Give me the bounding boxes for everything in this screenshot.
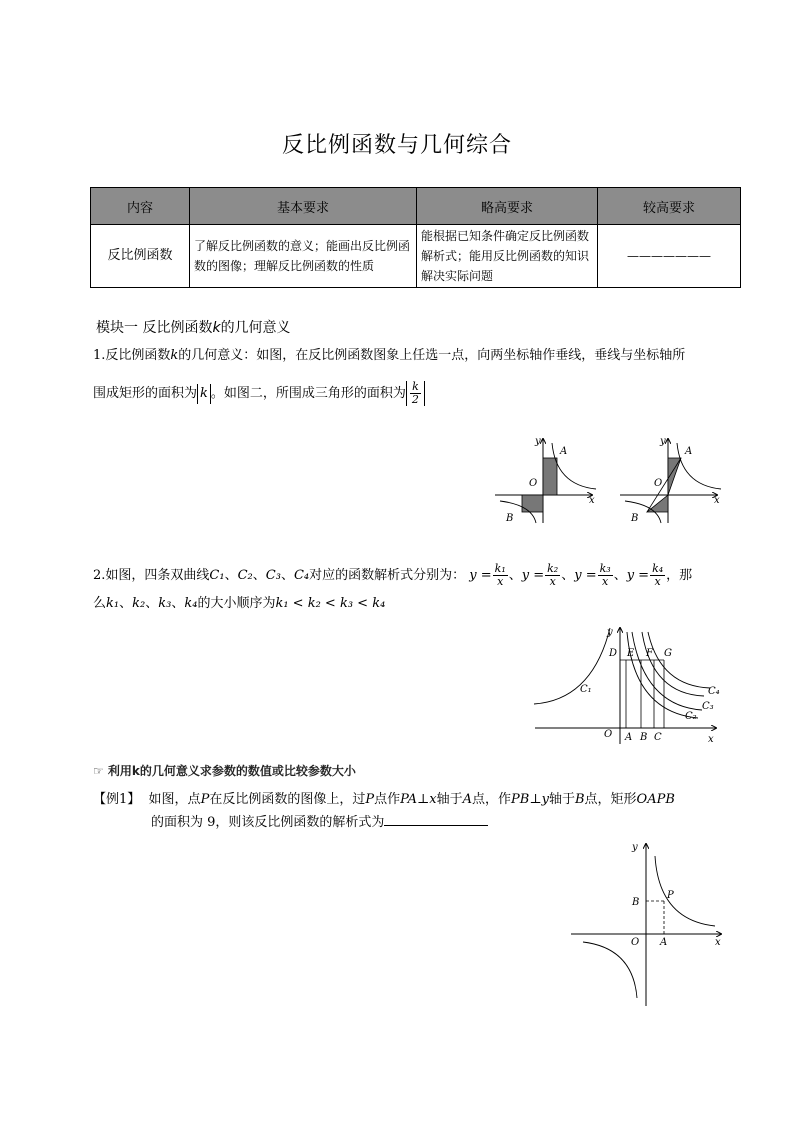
- requirements-table: [90, 187, 741, 288]
- text: 。如图二，所围成三角形的面积为: [210, 386, 406, 401]
- text: 点，作: [472, 792, 512, 807]
- figure-triangle-area: [615, 433, 725, 525]
- fraction-k4: [650, 563, 665, 588]
- label-A: A: [625, 732, 633, 743]
- table-row: [91, 225, 741, 288]
- text: 么: [93, 596, 107, 611]
- curve-c4: C₄: [293, 568, 310, 583]
- k2: k₂: [132, 596, 146, 611]
- label-x: x: [589, 495, 595, 506]
- sep: 、: [613, 568, 627, 583]
- label-O: O: [631, 937, 640, 948]
- fraction-k1: [493, 563, 508, 588]
- cell-highest: ———————: [598, 225, 741, 288]
- label-A: A: [685, 446, 693, 457]
- module-title-suffix: 的几何意义: [220, 320, 291, 336]
- label-B: B: [506, 513, 514, 524]
- label-G: G: [664, 648, 672, 659]
- var-PB: PB: [511, 792, 530, 807]
- k3: k₃: [158, 596, 172, 611]
- sep: 、: [508, 568, 522, 583]
- sep: 、: [145, 596, 159, 611]
- cell-basic: 了解反比例函数的意义；能画出反比例函数的图像；理解反比例函数的性质: [190, 225, 417, 288]
- fraction-k3: [598, 563, 613, 588]
- figure-example-1: [565, 838, 730, 1010]
- text: 点作: [374, 792, 401, 807]
- text: 轴于: [548, 792, 575, 807]
- sep: 、: [224, 568, 238, 583]
- table-header-row: [91, 188, 741, 225]
- label-y: y: [660, 436, 666, 447]
- text: 如图，点: [148, 792, 201, 807]
- frac-num: k₄: [652, 562, 664, 575]
- paragraph-1-line-2: [93, 381, 743, 406]
- frac-num: k₁: [494, 562, 506, 575]
- text: 点，矩形: [584, 792, 637, 807]
- label-B: B: [631, 513, 639, 524]
- label-A: A: [560, 446, 568, 457]
- perp: ⊥: [417, 792, 430, 807]
- label-O: O: [654, 478, 663, 489]
- label-y: y: [607, 627, 613, 638]
- var-B: B: [574, 792, 585, 807]
- cell-higher: 能根据已知条件确定反比例函数解析式；能用反比例函数的知识解决实际问题: [417, 225, 598, 288]
- sep: 、: [561, 568, 575, 583]
- fraction-k-over-2: [410, 381, 421, 406]
- label-C3: C₃: [702, 701, 714, 712]
- text: ，那: [666, 568, 693, 583]
- curve-c2: C₂: [237, 568, 253, 583]
- label-A: A: [660, 937, 668, 948]
- label-C4: C₄: [708, 686, 720, 697]
- example-1-line-2: [151, 811, 741, 833]
- paragraph-2-line-1: [93, 563, 743, 588]
- label-x: x: [714, 495, 720, 506]
- label-x: x: [715, 937, 721, 948]
- text: 在反比例函数的图像上，过: [209, 792, 366, 807]
- label-y: y: [632, 842, 638, 853]
- module-title-prefix: 模块一 反比例函数: [96, 320, 213, 336]
- text: 1.反比例函数: [93, 348, 171, 363]
- sep: 、: [119, 596, 133, 611]
- k1: k₁: [106, 596, 120, 611]
- var-k: k: [200, 385, 208, 401]
- header-cell: 内容: [91, 188, 190, 225]
- label-B: B: [640, 732, 648, 743]
- abs-k: [197, 384, 211, 404]
- label-C: C: [654, 732, 662, 743]
- text: 的几何意义：如图，在反比例函数图象上任选一点，向两坐标轴作垂线，垂线与坐标轴所: [178, 348, 686, 363]
- label-y: y: [535, 436, 541, 447]
- label-P: P: [667, 890, 674, 901]
- answer-blank[interactable]: [384, 811, 488, 826]
- text: 的大小顺序为: [197, 596, 276, 611]
- label-F: F: [646, 648, 653, 659]
- frac-den: 2: [411, 393, 419, 406]
- var-k: k: [170, 348, 179, 363]
- var-PA: PA: [400, 792, 418, 807]
- text: 围成矩形的面积为: [93, 386, 198, 401]
- frac-num: k₃: [599, 562, 611, 575]
- module-title-var: k: [212, 320, 221, 336]
- y-eq: y =: [574, 568, 597, 583]
- curve-c3: C₃: [265, 568, 281, 583]
- k-order: k₁ < k₂ < k₃ < k₄: [275, 596, 386, 611]
- abs-frac: [406, 381, 425, 406]
- label-B: B: [632, 897, 640, 908]
- perp: ⊥: [529, 792, 542, 807]
- label-D: D: [609, 648, 618, 659]
- figure-four-hyperbolas: [530, 624, 730, 746]
- curve-c1: C₁: [209, 568, 225, 583]
- frac-den: x: [549, 575, 556, 588]
- example-1-line-1: [93, 790, 743, 810]
- frac-num: k: [410, 381, 421, 394]
- page-title: 反比例函数与几何综合: [281, 133, 512, 158]
- label-O: O: [604, 729, 613, 740]
- text: 2.如图，四条双曲线: [93, 568, 210, 583]
- frac-num: k₂: [547, 562, 559, 575]
- module-heading: [96, 317, 291, 337]
- sep: 、: [171, 596, 185, 611]
- label-C2: C₂: [685, 711, 697, 722]
- text: 对应的函数解析式分别为：: [309, 568, 466, 583]
- label-O: O: [529, 478, 538, 489]
- sep: 、: [252, 568, 266, 583]
- y-eq: y =: [626, 568, 650, 583]
- var-OAPB: OAPB: [636, 792, 675, 807]
- example-label: 【例1】: [93, 792, 141, 807]
- text: 的面积为 9，则该反比例函数的解析式为: [151, 815, 385, 830]
- hint-heading: ☞ 利用k的几何意义求参数的数值或比较参数大小: [93, 764, 356, 778]
- sep: 、: [280, 568, 294, 583]
- label-C1: C₁: [580, 684, 592, 695]
- k4: k₄: [184, 596, 198, 611]
- var-A: A: [462, 792, 473, 807]
- header-cell: 基本要求: [190, 188, 417, 225]
- y-eq: y =: [521, 568, 545, 583]
- var-P: P: [200, 792, 210, 807]
- var-x: x: [429, 792, 437, 807]
- header-cell: 较高要求: [598, 188, 741, 225]
- label-x: x: [708, 734, 714, 745]
- figure-rectangle-area: [490, 433, 600, 525]
- var-y: y: [541, 792, 549, 807]
- frac-den: x: [602, 575, 609, 588]
- paragraph-2-line-2: [93, 594, 743, 614]
- fraction-k2: [545, 563, 560, 588]
- frac-den: x: [654, 575, 661, 588]
- var-P: P: [365, 792, 375, 807]
- paragraph-1-line-1: [93, 346, 743, 366]
- text: 轴于: [436, 792, 463, 807]
- frac-den: x: [497, 575, 504, 588]
- cell-content: 反比例函数: [91, 225, 190, 288]
- label-E: E: [627, 648, 635, 659]
- header-cell: 略高要求: [417, 188, 598, 225]
- y-eq: y =: [469, 568, 492, 583]
